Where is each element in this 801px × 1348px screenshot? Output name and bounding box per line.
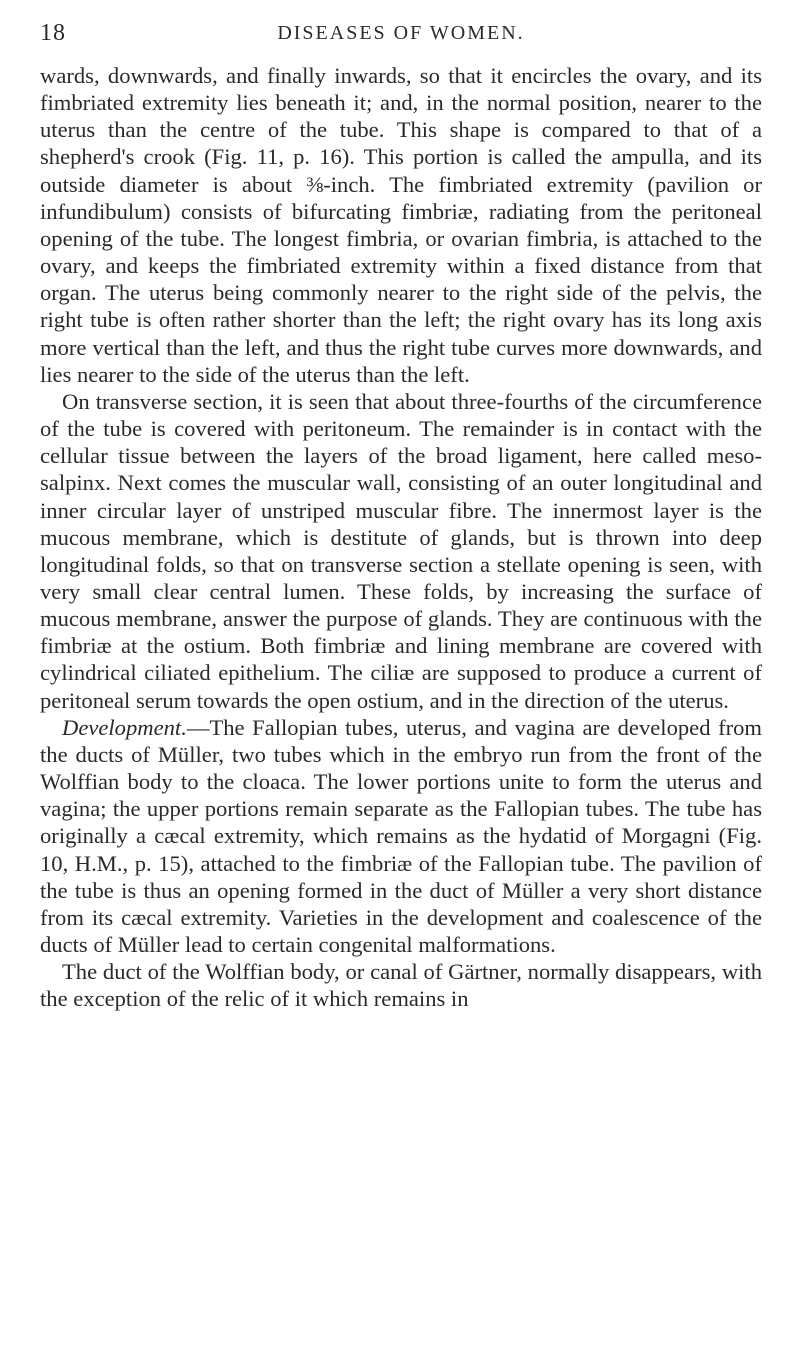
paragraph-wolffian-duct bbox=[40, 958, 762, 1012]
paragraph-development bbox=[40, 714, 762, 958]
paragraph-text: —The Fallopian tubes, uterus, and vagina are developed from the ducts of Müller, two tubes which in the embryo run from the front of the Wolffian body to the cloaca. The lower portions unite to form the uterus and vagina; the upper portions remain separate as the Fallopian tubes. The tube has originally a cæcal extremity, which remains as the hydatid of Morgagni (Fig. 10, H.M., p. 15), attached to the fimbriæ of the Fallopian tube. The pavilion of the tube is thus an opening formed in the duct of Müller a very short distance from its cæcal extremity. Varieties in the development and coalescence of the ducts of Müller lead to certain congenital malformations. bbox=[40, 714, 762, 957]
paragraph-text: On transverse section, it is seen that about three-fourths of the circumference of the tube is covered with peritoneum. The remainder is in contact with the cellular tissue between the layers of the broad ligament, here called meso-salpinx. Next comes the muscular wall, consisting of an outer longitudinal and inner circular layer of unstriped muscular fibre. The innermost layer is the mucous membrane, which is destitute of glands, but is thrown into deep longitudinal folds, so that on transverse section a stellate opening is seen, with very small clear central lumen. These folds, by increasing the surface of mucous membrane, answer the purpose of glands. They are continuous with the fimbriæ at the ostium. Both fimbriæ and lining membrane are covered with cylindrical ciliated epithelium. The ciliæ are supposed to produce a current of peritoneal serum towards the open ostium, and in the direction of the uterus. bbox=[40, 388, 762, 713]
page-number: 18 bbox=[40, 20, 66, 46]
book-page bbox=[40, 20, 762, 1012]
page-header bbox=[40, 20, 762, 54]
paragraph-transverse-section bbox=[40, 388, 762, 714]
paragraph-text: wards, downwards, and finally inwards, so that it encircles the ovary, and its fimbriated extremity lies beneath it; and, in the normal position, nearer to the uterus than the centre of the tube. This shape is compared to that of a shepherd's crook (Fig. 11, p. 16). This portion is called the ampulla, and its outside diameter is about ⅜-inch. The fimbriated extremity (pavilion or infundibulum) consists of bifurcating fimbriæ, radiating from the peritoneal opening of the tube. The longest fimbria, or ovarian fimbria, is attached to the ovary, and keeps the fimbriated extremity within a fixed distance from that organ. The uterus being commonly nearer to the right side of the pelvis, the right tube is often rather shorter than the left; the right ovary has its long axis more vertical than the left, and thus the right tube curves more downwards, and lies nearer to the side of the uterus than the left. bbox=[40, 63, 762, 387]
running-title: DISEASES OF WOMEN. bbox=[277, 22, 525, 44]
paragraph-text: The duct of the Wolffian body, or canal of Gärtner, normally disappears, with the exception of the relic of it which remains in bbox=[40, 959, 762, 1012]
section-run-in-heading: Development. bbox=[62, 714, 187, 740]
paragraph-tube-shape bbox=[40, 62, 762, 388]
